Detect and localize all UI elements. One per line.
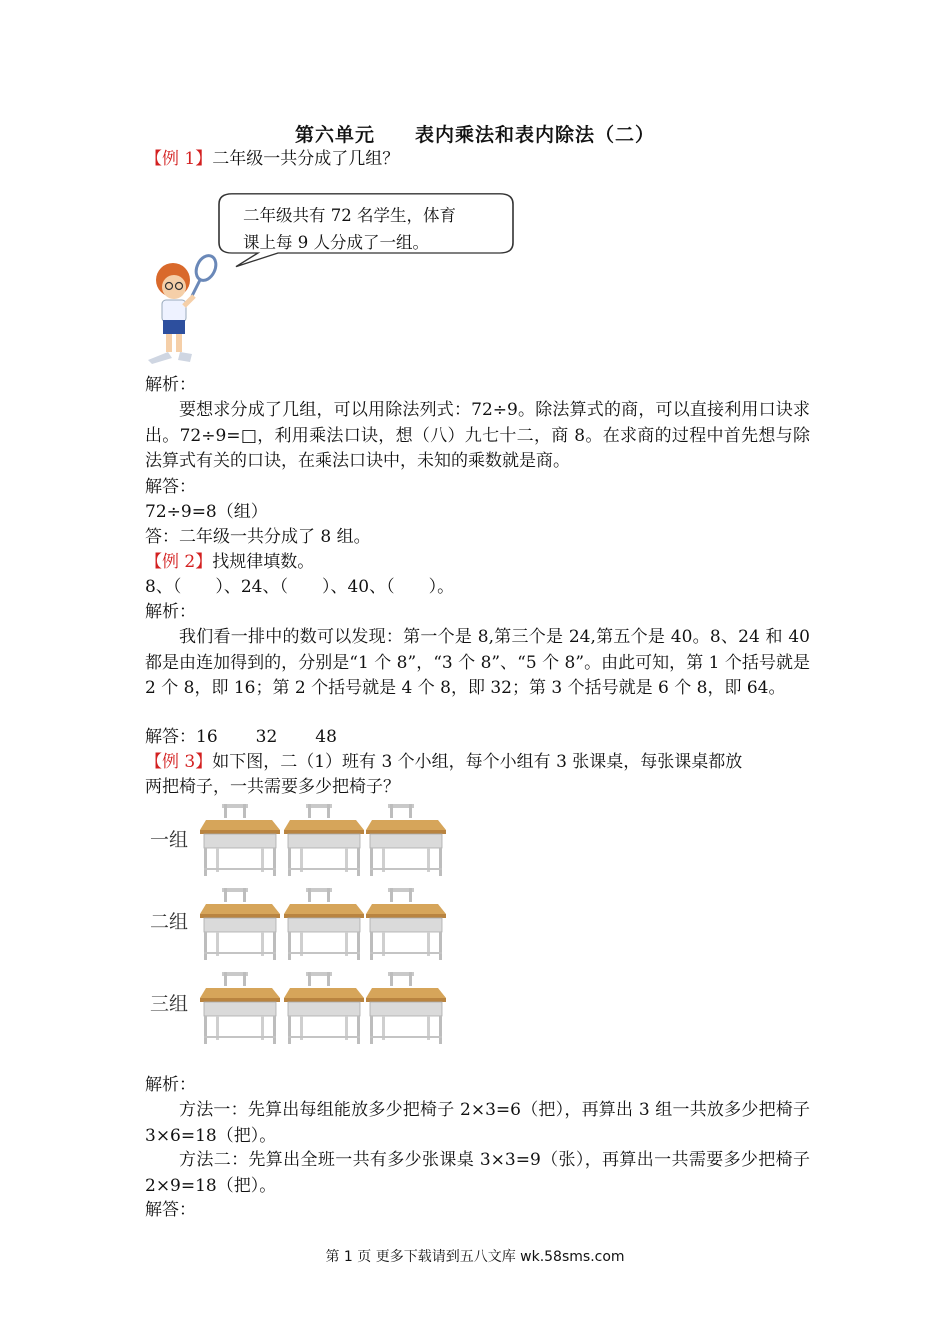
example-3-analysis-label: 解析： <box>145 1075 196 1095</box>
example-2-analysis: 我们看一排中的数可以发现：第一个是 8,第三个是 24,第五个是 40。8、24 和 40 都是由连加得到的，分别是“1 个 8”，“3 个 8”、“5 个 8”。由此可知，第 1 个括号就是 2 个 8，即 16；第 2 个括号就是 4 个 8，即 32；第 3 个括号就是 6 个 8，即 64。 <box>145 627 810 698</box>
desk <box>200 888 280 960</box>
example-1-answer-equation: 72÷9=8（组） <box>145 502 268 522</box>
example-3-answer-label: 解答： <box>145 1200 196 1220</box>
page-title <box>0 120 950 147</box>
page-footer: 第 1 页 更多下载请到五八文库 wk.58sms.com <box>325 1249 625 1265</box>
desk <box>366 888 446 960</box>
desk <box>284 888 364 960</box>
example-3-question-line-2: 两把椅子，一共需要多少把椅子？ <box>145 777 400 797</box>
desk <box>284 972 364 1044</box>
example-1-answer-label: 解答： <box>145 477 196 497</box>
example-2-answer <box>145 725 337 750</box>
example-3-method-2: 方法二：先算出全班一共有多少张课桌 3×3=9（张），再算出一共需要多少把椅子 2×9=18（把）。 <box>145 1150 810 1196</box>
bubble-line-2: 课上每 9 人分成了一组。 <box>243 233 429 252</box>
desk <box>284 804 364 876</box>
example-3-tag: 【例 3】 <box>145 752 213 772</box>
example-2-answer-label: 解答： <box>145 727 196 747</box>
desk <box>366 804 446 876</box>
student-with-racket-illustration <box>140 250 230 370</box>
title-topic: 表内乘法和表内除法（二） <box>415 124 656 146</box>
example-2-analysis-label: 解析： <box>145 602 196 622</box>
desk <box>200 972 280 1044</box>
example-1-answer-text: 答：二年级一共分成了 8 组。 <box>145 527 371 547</box>
example-1-tag: 【例 1】 <box>145 149 213 169</box>
example-2-sequence: 8、（ ）、24、（ ）、40、（ ）。 <box>145 577 455 597</box>
example-2-heading <box>145 550 314 575</box>
example-3-method-1: 方法一：先算出每组能放多少把椅子 2×3=6（把），再算出 3 组一共放多少把椅子 3×6=18（把）。 <box>145 1100 810 1146</box>
example-2-answer-value: 48 <box>315 727 337 747</box>
example-1-heading <box>145 147 399 172</box>
desk <box>366 972 446 1044</box>
example-2-question: 找规律填数。 <box>212 552 315 572</box>
group-label-1: 一组 <box>150 829 189 851</box>
example-1-analysis: 要想求分成了几组，可以用除法列式：72÷9。除法算式的商，可以直接利用口诀求出。72÷9=□，利用乘法口诀，想（八）九七十二，商 8。在求商的过程中首先想与除法算式有关的口诀，在乘法口诀中，未知的乘数就是商。 <box>145 400 810 471</box>
speech-bubble-text <box>243 202 498 256</box>
example-2-answer-value: 16 <box>196 727 218 747</box>
bubble-line-1: 二年级共有 72 名学生，体育 <box>243 206 456 225</box>
group-label-3: 三组 <box>150 993 189 1015</box>
example-3-heading <box>145 750 742 775</box>
example-1-analysis-label: 解析： <box>145 375 196 395</box>
example-3-question-line-1: 如下图，二（1）班有 3 个小组，每个小组有 3 张课桌，每张课桌都放 <box>212 752 743 772</box>
example-2-answer-value: 32 <box>255 727 278 747</box>
classroom-desks-illustration <box>148 800 448 1060</box>
desk <box>200 804 280 876</box>
group-label-2: 二组 <box>150 911 189 933</box>
title-unit: 第六单元 <box>294 124 375 146</box>
example-2-tag: 【例 2】 <box>145 552 213 572</box>
example-1-question: 二年级一共分成了几组？ <box>212 149 400 169</box>
